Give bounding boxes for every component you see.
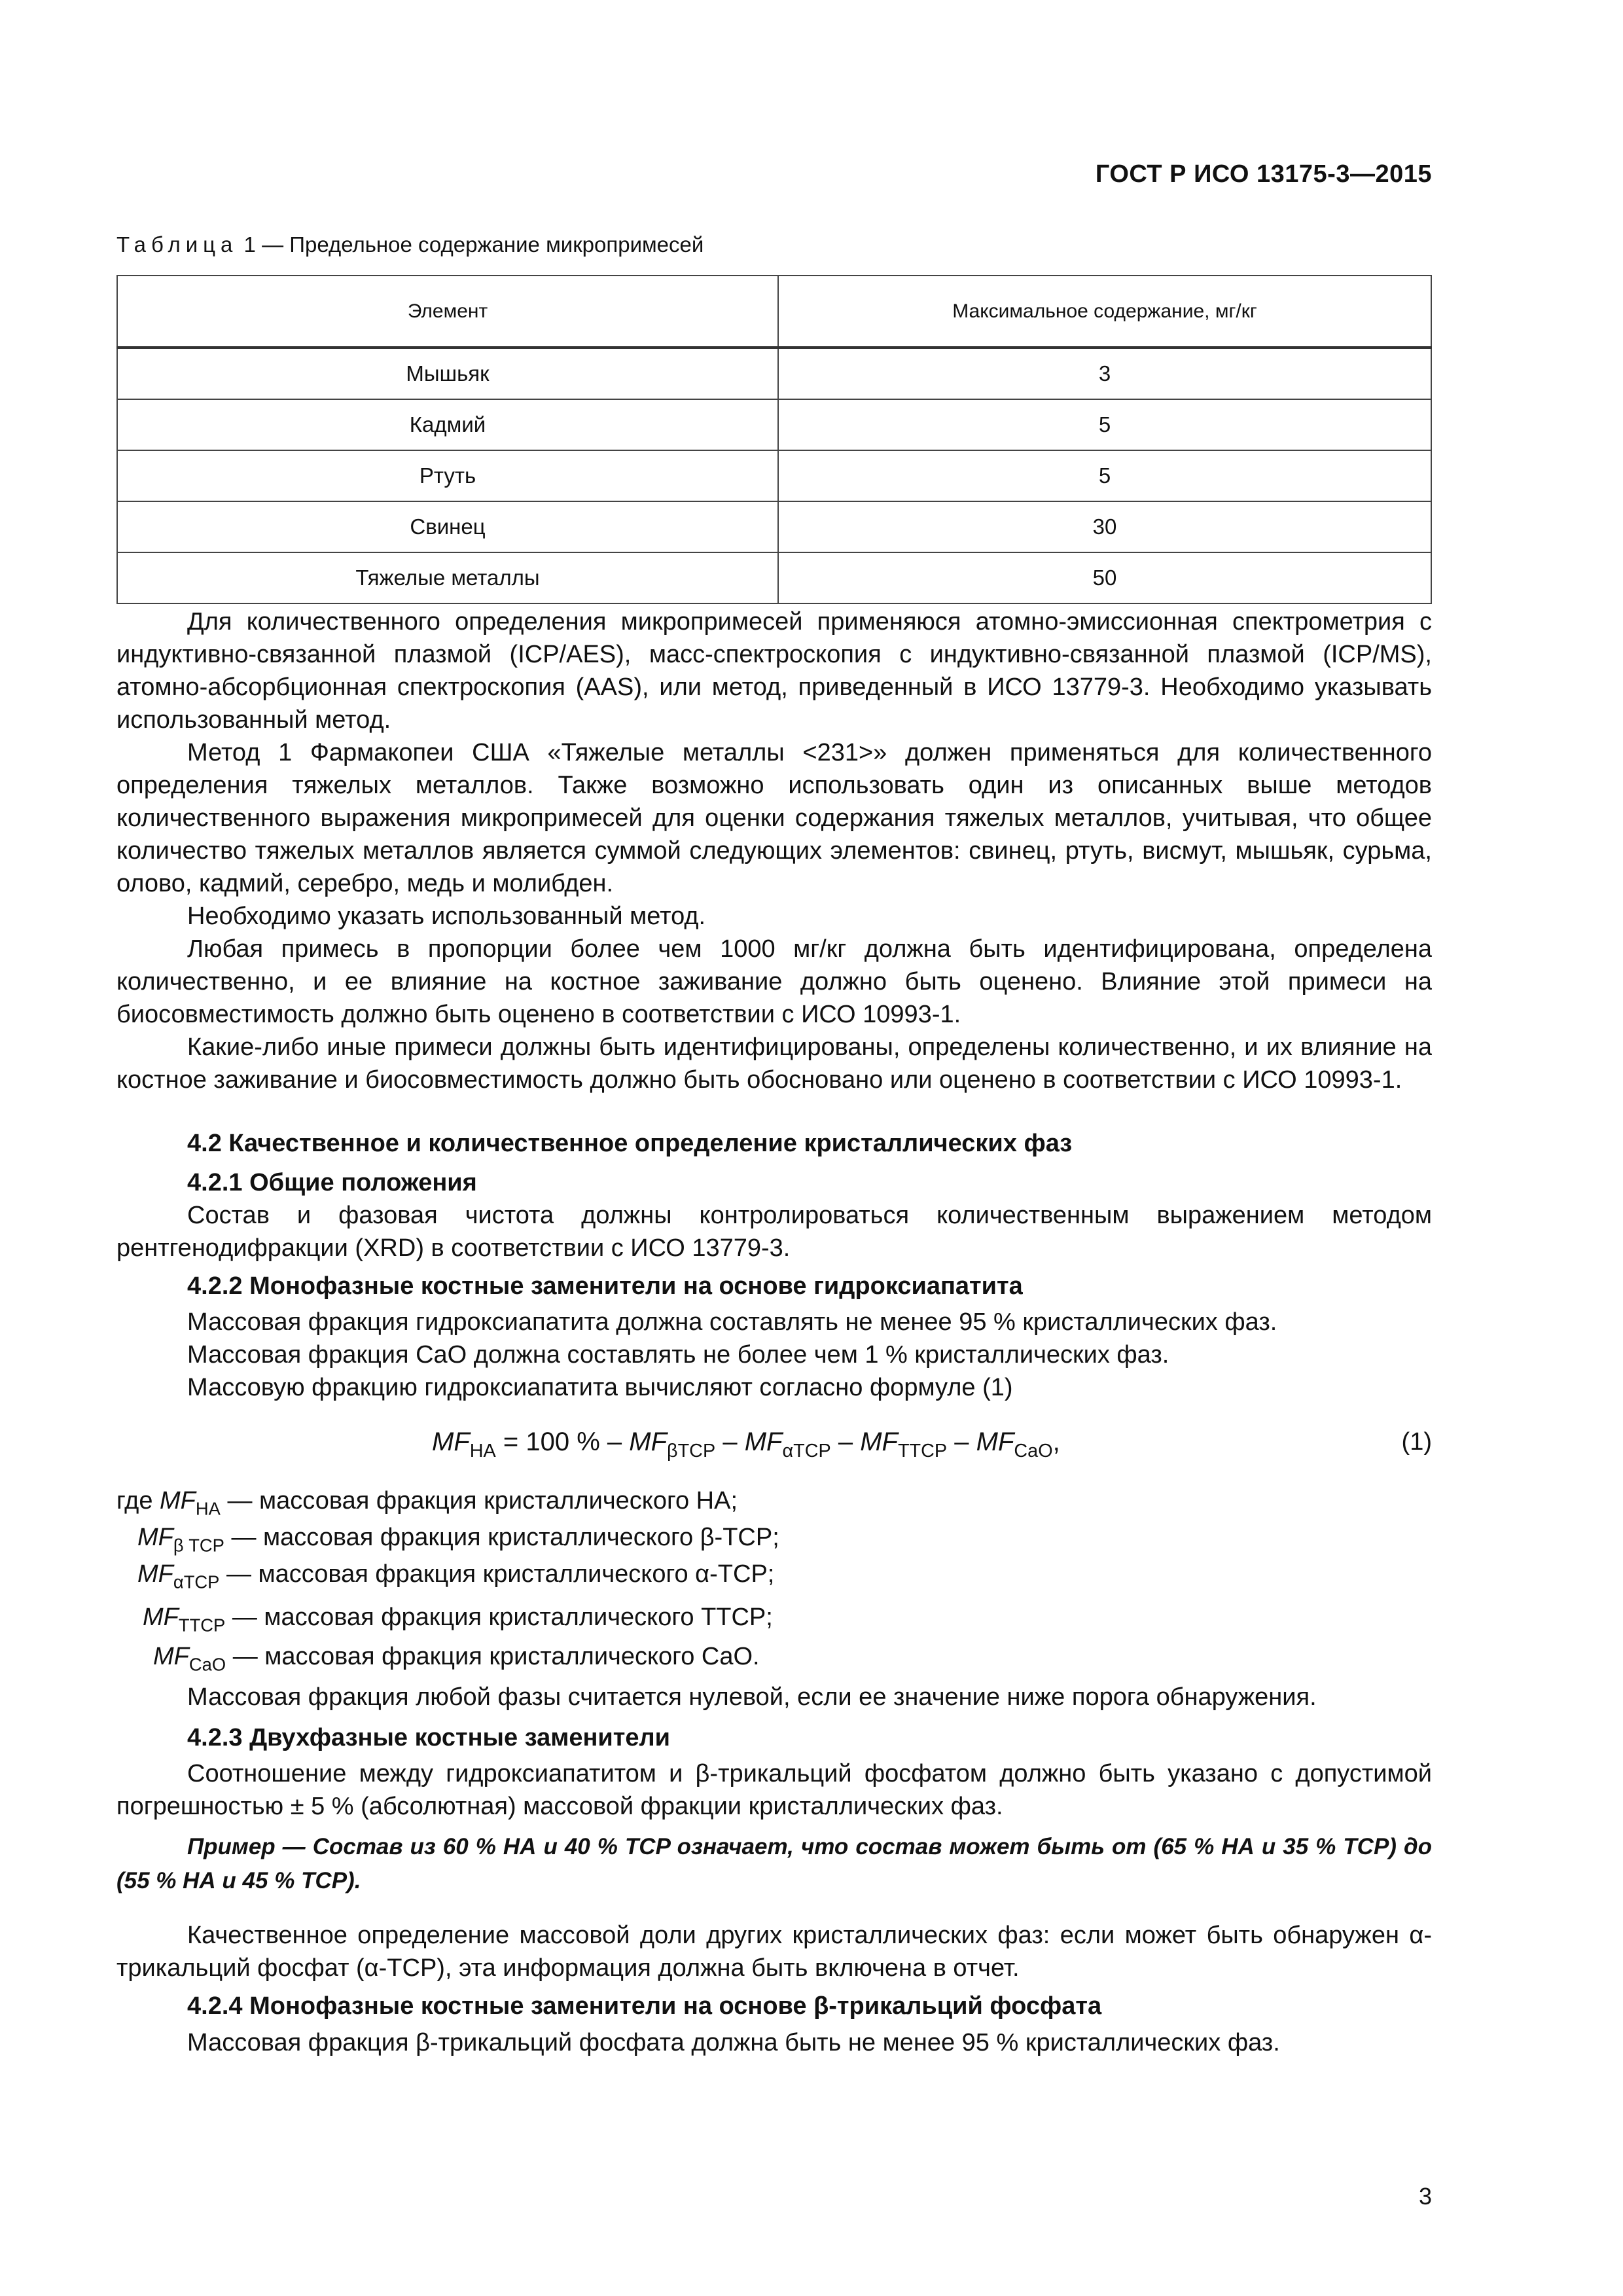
paragraph-heavy-metals: Метод 1 Фармакопеи США «Тяжелые металлы <231>» должен применяться для количественного определения тяжелых металлов. Также возможно использовать один из описанных выше методов количественного выражения микропримесей для оценки содержания тяжелых металлов, учитывая, что общее количество тяжелых металлов является суммой следующих элементов: свинец, ртуть, висмут, мышьяк, сурьма, олово, кадмий, серебро, медь и молибден.	[116, 739, 1432, 897]
paragraph-xrd: Состав и фазовая чистота должны контролироваться количественным выражением методом рентгенодифракции (XRD) в соответствии с ИСО 13779-3.	[116, 1202, 1432, 1262]
table-caption-title: 1 — Предельное содержание микропримесей	[238, 232, 704, 257]
page-number: 3	[1418, 2183, 1432, 2210]
formula-1: $MF_{HA} = 100$ % – $MF_{\beta TCP} - MF_{\alpha TCP} - MF_{TTCP} - MF_{CaO}$,	[432, 1427, 1060, 1462]
table-cell: Мышьяк	[117, 348, 778, 399]
table-row	[117, 450, 1431, 501]
where-item-btcp: $MF_{\beta TCP}$ — массовая фракция кристаллического β-TCP;	[137, 1524, 779, 1556]
where-item-cao: $MF_{CaO}$ — массовая фракция кристаллического CaO.	[153, 1643, 760, 1675]
paragraph-method-note: Необходимо указать использованный метод.	[187, 903, 706, 930]
table-cell: 5	[778, 450, 1431, 501]
section-heading-4-2-2: 4.2.2 Монофазные костные заменители на основе гидроксиапатита	[187, 1272, 1023, 1300]
column-header: Элемент	[117, 276, 778, 348]
paragraph-biphasic-ratio: Соотношение между гидроксиапатитом и β-трикальций фосфатом должно быть указано с допустимой погрешностью ± 5 % (абсолютная) массовой фракции кристаллических фаз.	[116, 1760, 1432, 1820]
impurity-limits-table	[116, 275, 1432, 604]
table-cell: 30	[778, 501, 1431, 552]
where-item-atcp: $MF_{\alpha TCP}$ — массовая фракция кристаллического α-TCP;	[137, 1560, 775, 1592]
where-item-ha: где $MF_{HA}$ — массовая фракция кристаллического HA;	[116, 1487, 738, 1519]
table-cell: 3	[778, 348, 1431, 399]
paragraph-other-phases: Качественное определение массовой доли других кристаллических фаз: если может быть обнаружен α-трикальций фосфат (α-TCP), эта информация должна быть включена в отчет.	[116, 1922, 1432, 1982]
table-cell: 50	[778, 552, 1431, 603]
table-row	[117, 501, 1431, 552]
paragraph-impurity-limit: Любая примесь в пропорции более чем 1000 мг/кг должна быть идентифицирована, определена количественно, и ее влияние на костное заживание должно быть оценено. Влияние этой примеси на биосовместимость должно быть оценено в соответствии с ИСО 10993-1.	[116, 935, 1432, 1028]
table-row	[117, 552, 1431, 603]
table-cell: Свинец	[117, 501, 778, 552]
table-cell: Тяжелые металлы	[117, 552, 778, 603]
paragraph-formula-intro: Массовую фракцию гидроксиапатита вычисляют согласно формуле (1)	[187, 1374, 1013, 1401]
table-cell: Кадмий	[117, 399, 778, 450]
section-heading-4-2-4: 4.2.4 Монофазные костные заменители на основе β-трикальций фосфата	[187, 1992, 1102, 2020]
column-header: Максимальное содержание, мг/кг	[778, 276, 1431, 348]
document-header: ГОСТ Р ИСО 13175-3—2015	[1095, 160, 1432, 188]
section-heading-4-2-3: 4.2.3 Двухфазные костные заменители	[187, 1724, 671, 1751]
paragraph-cao-fraction: Массовая фракция CaO должна составлять не более чем 1 % кристаллических фаз.	[187, 1341, 1169, 1369]
paragraph-detection-threshold: Массовая фракция любой фазы считается нулевой, если ее значение ниже порога обнаружения.	[187, 1683, 1317, 1711]
table-cell: 5	[778, 399, 1431, 450]
where-item-ttcp: $MF_{TTCP}$ — массовая фракция кристаллического TTCP;	[143, 1604, 773, 1636]
paragraph-detection-methods: Для количественного определения микропримесей применяюся атомно-эмиссионная спектрометрия с индуктивно-связанной плазмой (ICP/AES), масс-спектроскопия с индуктивно-связанной плазмой (ICP/MS), атомно-абсорбционная спектроскопия (AAS), или метод, приведенный в ИСО 13779-3. Необходимо указывать использованный метод.	[116, 608, 1432, 734]
paragraph-btcp-fraction: Массовая фракция β-трикальций фосфата должна быть не менее 95 % кристаллических фаз.	[187, 2029, 1280, 2056]
table-cell: Ртуть	[117, 450, 778, 501]
example-note: Пример — Состав из 60 % НА и 40 % TCP означает, что состав может быть от (65 % НА и 35 % TCP) до (55 % НА и 45 % TCP).	[116, 1834, 1432, 1893]
formula-number: (1)	[1401, 1428, 1432, 1456]
table-row	[117, 399, 1431, 450]
table-caption-label: Таблица	[116, 232, 238, 257]
paragraph-other-impurities: Какие-либо иные примеси должны быть идентифицированы, определены количественно, и их влияние на костное заживание и биосовместимость должно быть обосновано или оценено в соответствии с ИСО 10993-1.	[116, 1033, 1432, 1094]
section-heading-4-2-1: 4.2.1 Общие положения	[187, 1169, 477, 1196]
table-caption	[116, 232, 704, 257]
section-heading-4-2: 4.2 Качественное и количественное определение кристаллических фаз	[187, 1130, 1073, 1157]
paragraph-ha-fraction: Массовая фракция гидроксиапатита должна составлять не менее 95 % кристаллических фаз.	[187, 1308, 1277, 1336]
table-header-row	[117, 276, 1431, 348]
table-row	[117, 348, 1431, 399]
